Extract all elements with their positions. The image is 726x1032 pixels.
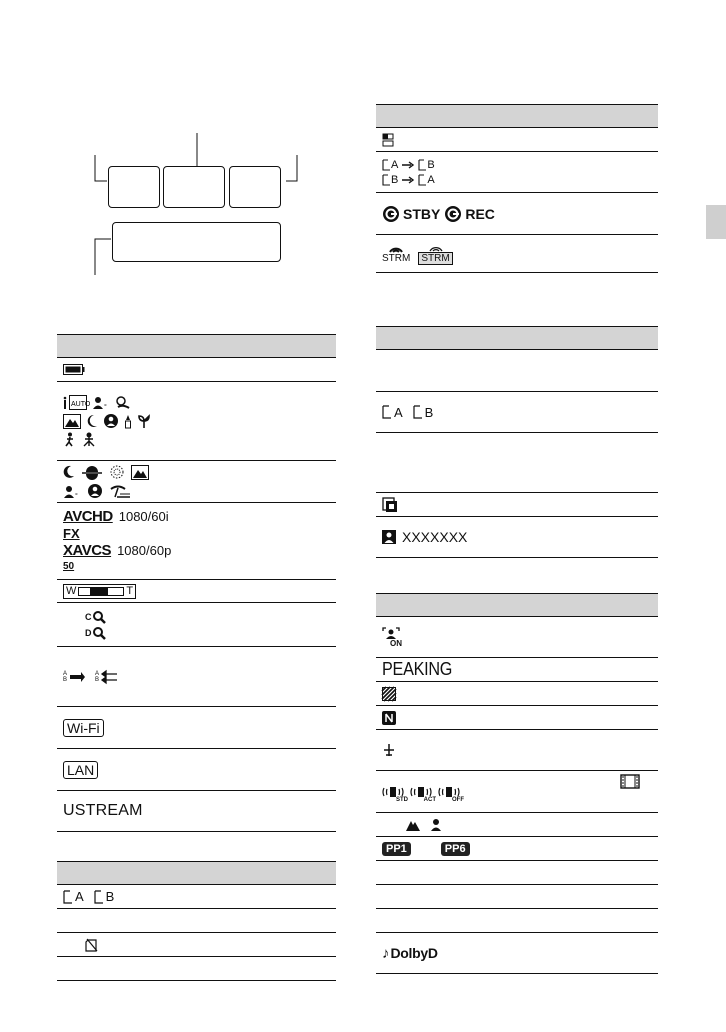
picture-profile-6: PP6 xyxy=(441,842,470,856)
table-row xyxy=(376,706,658,730)
table-row xyxy=(376,493,658,517)
left-table-2 xyxy=(57,861,336,981)
nfc-icon xyxy=(382,711,396,725)
beach-icon xyxy=(109,484,131,499)
streaming-icon: STRM xyxy=(382,244,410,264)
arrow-right-icon xyxy=(401,160,415,170)
svg-text:°: ° xyxy=(75,492,78,500)
digital-zoom-sub: D xyxy=(85,627,92,638)
memory-card-icon: B xyxy=(418,159,434,171)
display-area-center xyxy=(163,166,225,208)
svg-text:°: ° xyxy=(104,404,107,411)
table-header xyxy=(376,594,658,617)
table-row xyxy=(376,517,658,558)
ustream-label: USTREAM xyxy=(63,802,143,819)
table-row xyxy=(57,749,336,791)
display-area-bottom xyxy=(112,222,281,262)
relay-recording-icon: A B xyxy=(63,671,85,683)
memory-card-icon: B xyxy=(382,174,398,186)
left-table-1 xyxy=(57,334,336,832)
stream-rec-icon xyxy=(444,205,495,223)
walking-icon xyxy=(63,432,77,447)
backlight-portrait-icon xyxy=(103,413,119,429)
arrow-right-icon xyxy=(401,175,415,185)
sunrise-sunset-icon xyxy=(81,465,103,479)
table-row xyxy=(376,193,658,235)
zoom-bar xyxy=(78,587,124,596)
display-area-left xyxy=(108,166,160,208)
table-row xyxy=(376,861,658,885)
format-mark: AVCHD xyxy=(63,508,113,525)
table-header xyxy=(57,335,336,358)
right-table-3 xyxy=(376,593,658,974)
format-mark: 50 xyxy=(63,561,75,572)
table-row xyxy=(57,647,336,707)
tripod-icon xyxy=(82,432,96,447)
table-row xyxy=(57,707,336,749)
format-value: 1080/60p xyxy=(117,543,172,558)
database-file-icon xyxy=(382,497,398,513)
zoom-t: T xyxy=(126,584,134,597)
airplane-mode-icon xyxy=(382,743,396,757)
table-row xyxy=(376,235,658,273)
simultaneous-recording-icon: A B xyxy=(95,671,117,683)
twilight-icon xyxy=(63,465,75,479)
steadyshot-standard-icon: STD xyxy=(382,785,404,799)
table-row xyxy=(376,433,658,493)
display-area-right xyxy=(229,166,281,208)
right-table-1 xyxy=(376,104,658,273)
table-row xyxy=(376,837,658,861)
section-tab xyxy=(706,205,726,239)
zebra-icon xyxy=(382,687,396,701)
table-row xyxy=(57,909,336,933)
steadyshot-off-icon: OFF xyxy=(438,785,460,799)
copy-direction-b-to-a xyxy=(382,174,435,186)
music-note-icon: ♪ xyxy=(382,944,390,962)
table-row xyxy=(57,885,336,909)
format-value: 1080/60i xyxy=(118,509,169,524)
table-row xyxy=(376,128,658,152)
table-row xyxy=(57,933,336,957)
table-header xyxy=(376,105,658,128)
memory-card-b-icon: B xyxy=(94,889,115,904)
portrait-icon xyxy=(430,818,442,832)
table-row xyxy=(376,350,658,392)
table-row xyxy=(57,791,336,832)
battery-icon xyxy=(63,364,85,375)
table-row xyxy=(376,813,658,837)
copy-direction-a-to-b xyxy=(382,159,435,171)
table-row xyxy=(376,682,658,706)
table-row xyxy=(376,885,658,909)
night-scene-icon xyxy=(86,414,98,429)
dual-video-rec-icon xyxy=(382,133,394,147)
table-row xyxy=(57,358,336,382)
profile-name: XXXXXXX xyxy=(402,529,468,545)
steadyshot-active-icon: ACT xyxy=(410,785,432,799)
spotlight-portrait-icon xyxy=(87,483,103,499)
memory-card-a-icon: A xyxy=(63,889,84,904)
clear-image-zoom-icon xyxy=(85,610,106,624)
spotlight-icon xyxy=(124,414,132,429)
landscape-icon xyxy=(131,465,149,480)
memory-card-a-icon: A xyxy=(382,405,403,420)
user-profile-icon xyxy=(382,530,396,544)
memory-card-icon: A xyxy=(382,159,398,171)
zoom-indicator xyxy=(63,584,136,599)
table-header xyxy=(57,862,336,885)
wifi-label: Wi-Fi xyxy=(63,719,104,737)
table-row xyxy=(376,933,658,974)
no-memory-card-icon xyxy=(85,938,99,952)
face-detection-on-icon: ON xyxy=(382,627,402,648)
clear-zoom-sub: C xyxy=(85,611,92,622)
baby-icon xyxy=(115,395,131,410)
dolby-label: DolbyD xyxy=(390,945,438,961)
memory-card-icon: A xyxy=(418,174,434,186)
table-row xyxy=(376,909,658,933)
streaming-active-icon: STRM xyxy=(418,243,452,265)
zoom-w: W xyxy=(66,584,77,597)
table-row xyxy=(57,603,336,647)
stby-label: STBY xyxy=(403,205,441,222)
landscape-icon xyxy=(406,819,420,831)
stream-standby-icon xyxy=(382,205,440,223)
rec-label: REC xyxy=(465,205,495,222)
portrait-icon xyxy=(63,484,81,499)
fireworks-icon xyxy=(109,464,125,480)
format-mark: FX xyxy=(63,526,80,541)
table-row xyxy=(376,730,658,771)
table-row xyxy=(57,580,336,603)
intelligent-auto-icon xyxy=(63,395,91,410)
table-row xyxy=(57,957,336,981)
table-row xyxy=(57,461,336,503)
table-row xyxy=(376,771,658,813)
macro-icon xyxy=(137,414,151,429)
table-row xyxy=(376,392,658,433)
right-table-2 xyxy=(376,326,658,558)
portrait-scene-icon xyxy=(92,395,110,410)
digital-zoom-icon xyxy=(85,626,106,640)
table-row xyxy=(376,617,658,658)
svg-text:AUTO: AUTO xyxy=(71,401,91,408)
table-row xyxy=(57,503,336,580)
lan-label: LAN xyxy=(63,761,98,779)
memory-card-b-icon: B xyxy=(413,405,434,420)
peaking-label: PEAKING xyxy=(382,659,453,679)
film-icon xyxy=(620,774,640,789)
picture-profile-1: PP1 xyxy=(382,842,411,856)
format-mark: XAVCS xyxy=(63,542,112,559)
landscape-icon xyxy=(63,414,81,429)
table-row xyxy=(376,658,658,682)
table-row xyxy=(57,382,336,461)
table-row xyxy=(376,152,658,193)
table-header xyxy=(376,327,658,350)
